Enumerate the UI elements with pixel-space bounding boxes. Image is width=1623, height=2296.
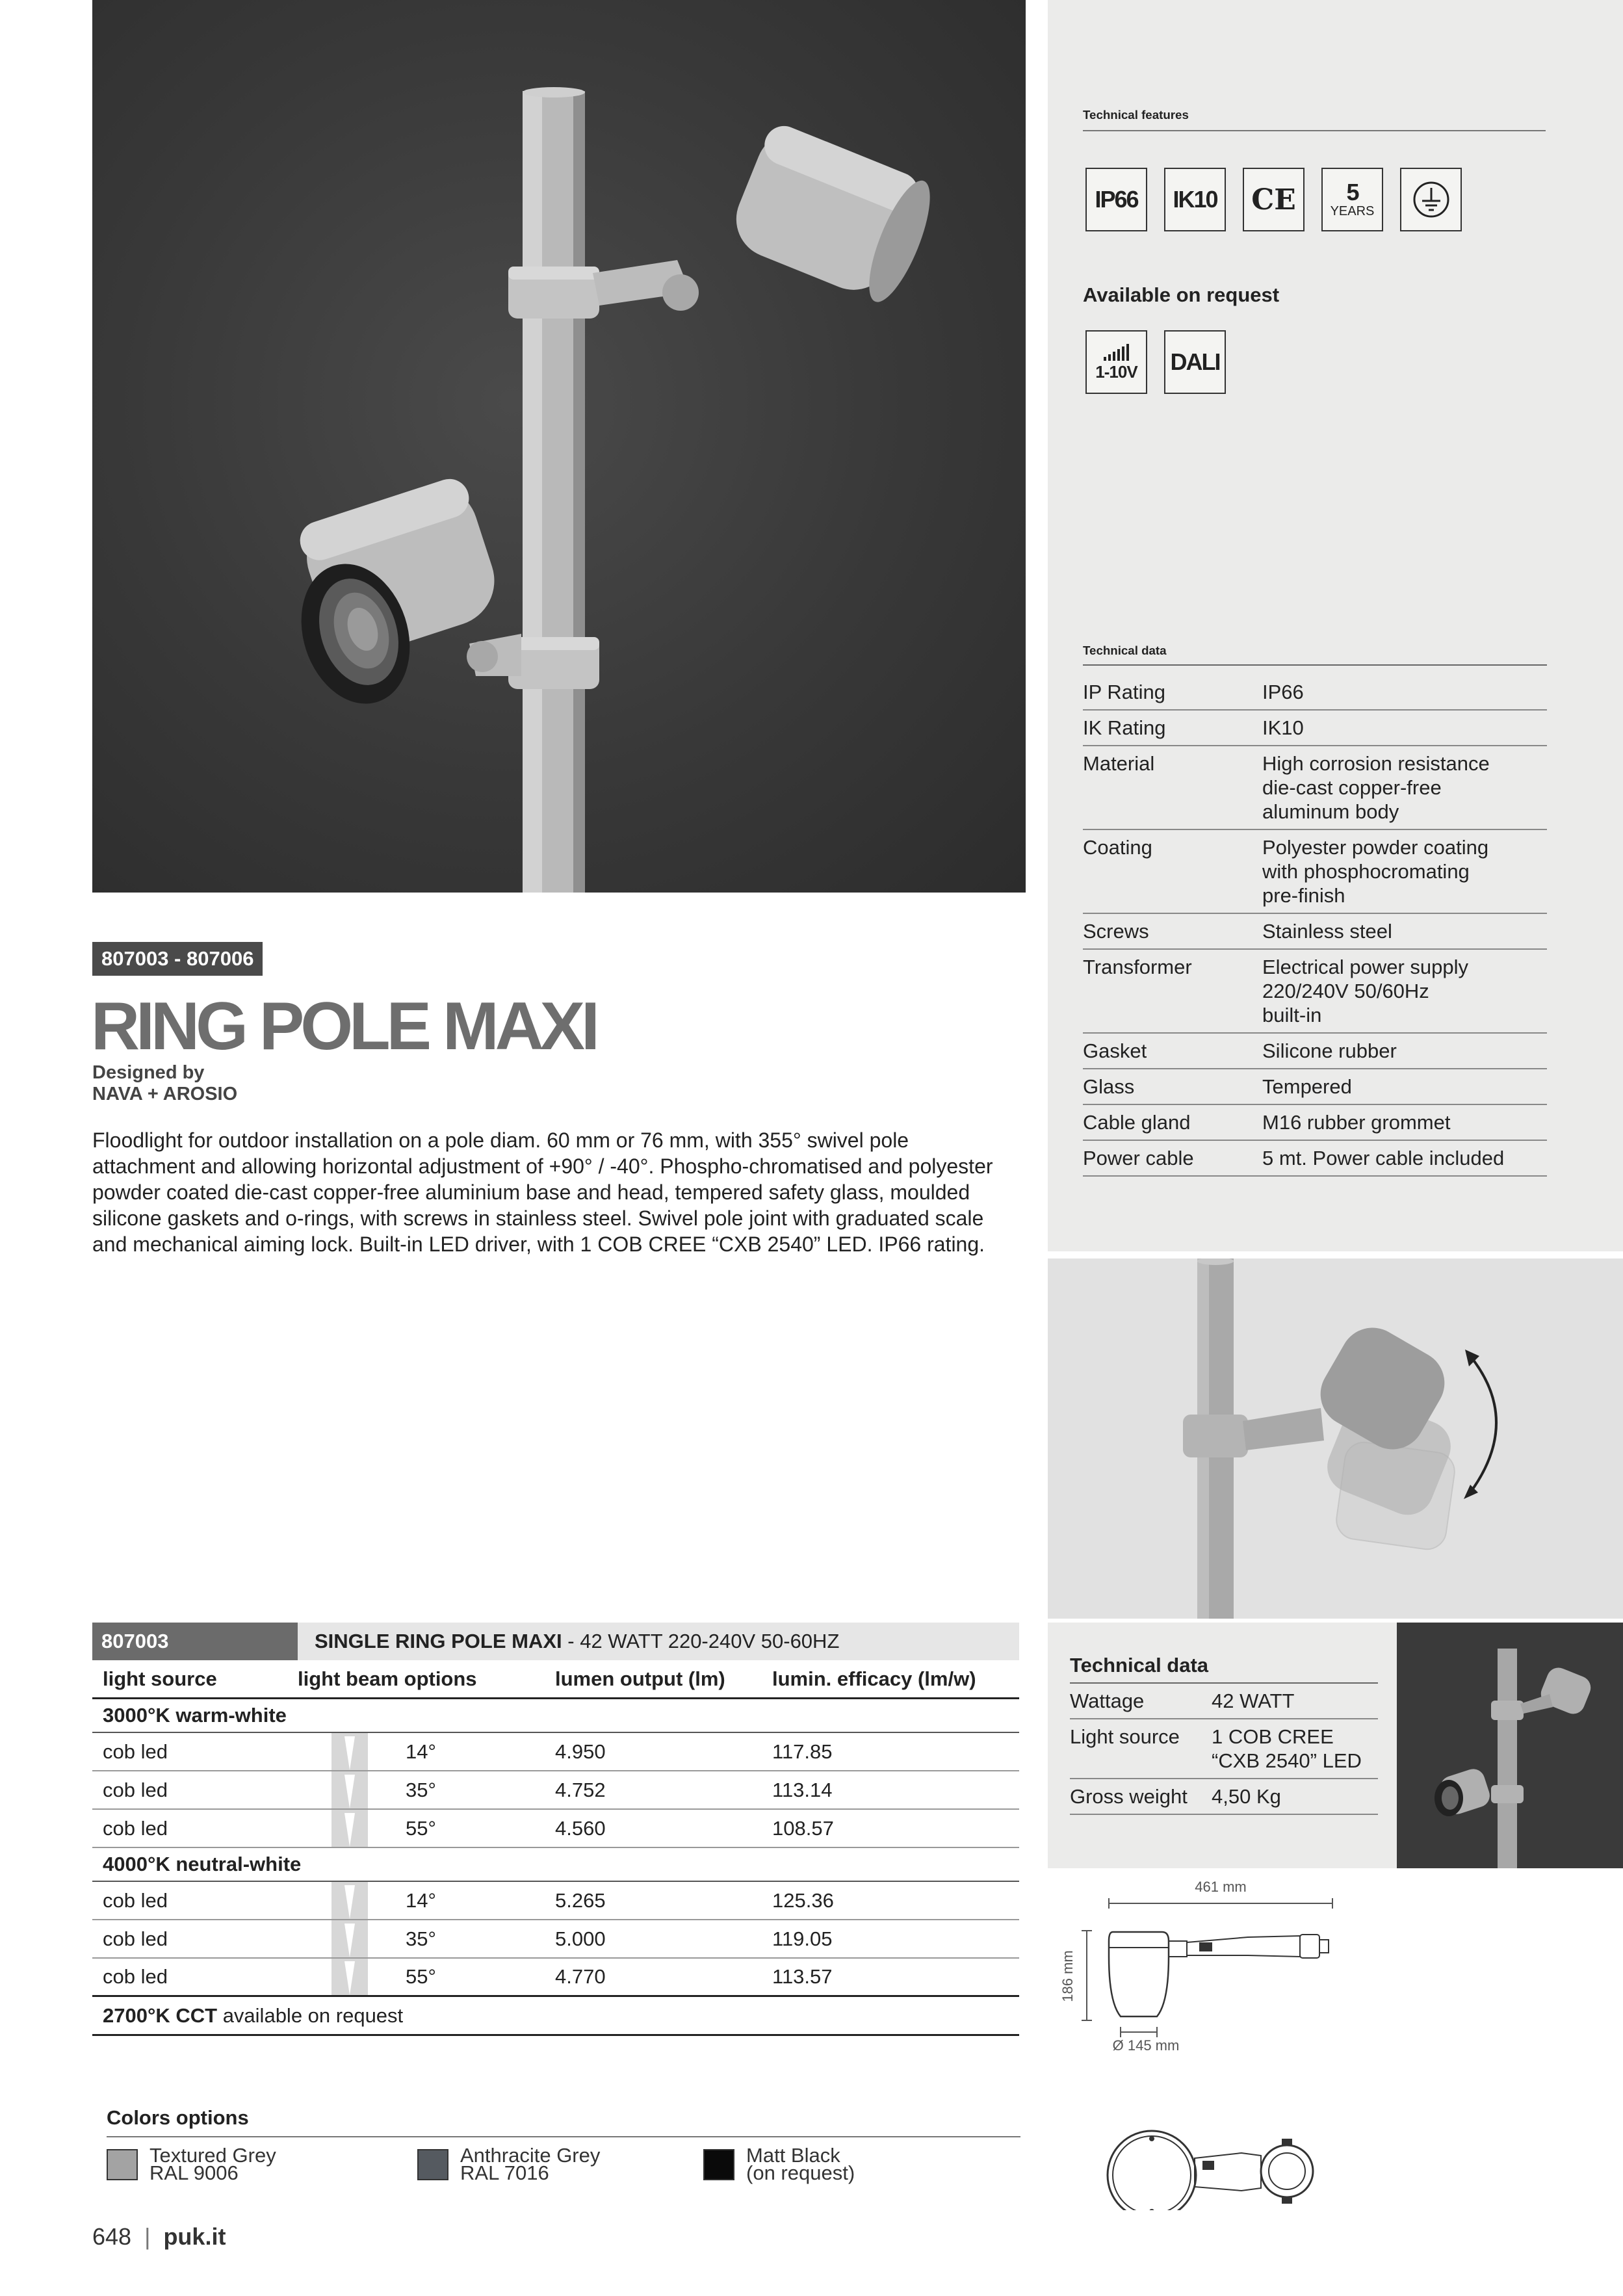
lumen-output-cell: 5.000 (555, 1927, 606, 1950)
available-on-request-title: Available on request (1083, 283, 1280, 306)
product-code-tag: 807003 - 807006 (92, 942, 263, 976)
variant-row (92, 1810, 1019, 1848)
beam-angle-icon (331, 1771, 368, 1808)
technical-data-value: Silicone rubber (1262, 1039, 1397, 1062)
technical-features-badges (1085, 168, 1462, 231)
technical-data-row (1083, 675, 1547, 711)
luminous-efficacy-cell: 108.57 (772, 1816, 834, 1840)
color-label: Anthracite Grey RAL 7016 (460, 2144, 601, 2184)
col-light-beam: light beam options (298, 1667, 477, 1690)
beam-cell (298, 1959, 555, 1995)
technical-data-value: Tempered (1262, 1075, 1352, 1098)
variant-row (92, 1771, 1019, 1810)
small-technical-data-value: 1 COB CREE “CXB 2540” LED (1212, 1725, 1362, 1772)
technical-data-key: Screws (1083, 920, 1149, 943)
light-source-cell: cob led (103, 1888, 168, 1912)
color-options-title: Colors options (107, 2106, 1020, 2137)
technical-data-row (1083, 1069, 1547, 1105)
ip66-icon: IP66 (1085, 168, 1147, 231)
beam-angle-value: 55° (406, 1816, 436, 1840)
technical-data-key: IK Rating (1083, 716, 1166, 739)
lumen-output-cell: 5.265 (555, 1888, 606, 1912)
technical-data-key: IP Rating (1083, 681, 1165, 703)
technical-data-key: Cable gland (1083, 1111, 1191, 1134)
light-source-cell: cob led (103, 1927, 168, 1950)
dimension-width-label: 461 mm (1195, 1879, 1247, 1895)
product-hero-image (92, 0, 1026, 893)
technical-features-title: Technical features (1083, 108, 1546, 131)
beam-cell (298, 1920, 555, 1957)
light-source-cell: cob led (103, 1965, 168, 1988)
variant-header (92, 1623, 1019, 1660)
small-technical-data-row (1070, 1779, 1378, 1815)
technical-data-key: Gasket (1083, 1039, 1147, 1062)
technical-data-key: Glass (1083, 1075, 1135, 1098)
variant-row (92, 1882, 1019, 1920)
beam-angle-value: 35° (406, 1927, 436, 1950)
beam-angle-value: 14° (406, 1888, 436, 1912)
color-option-matt-black (703, 2146, 855, 2182)
color-swatch (107, 2149, 138, 2180)
lumen-output-cell: 4.752 (555, 1778, 606, 1801)
dimension-diameter-label: Ø 145 mm (1112, 2037, 1180, 2054)
technical-data-key: Power cable (1083, 1147, 1194, 1169)
variant-code: 807003 (92, 1623, 298, 1660)
technical-data-value: M16 rubber grommet (1262, 1111, 1451, 1134)
color-swatch (703, 2149, 734, 2180)
col-luminous-efficacy: lumin. efficacy (lm/w) (772, 1667, 976, 1690)
technical-data-value: Electrical power supply 220/240V 50/60Hz built-in (1262, 956, 1469, 1026)
technical-data-value: IK10 (1262, 716, 1304, 739)
site-link[interactable]: puk.it (163, 2223, 226, 2250)
ik10-icon: IK10 (1164, 168, 1226, 231)
variant-row (92, 1959, 1019, 1997)
product-description: Floodlight for outdoor installation on a pole diam. 60 mm or 76 mm, with 355° swivel pole attachment and allowing horizontal adjustment of +90° / -40°. Phospho-chromatised and polyester powder coated die-cast copper-free aluminium base and head, tempered safety glass, moulded silicone gaskets and o-rings, with screws in stainless steel. Swivel pole joint with graduated scale and mechanical aiming lock. Built-in LED driver, with 1 COB CREE “CXB 2540” LED. IP66 rating. (92, 1128, 993, 1256)
technical-data-key: Material (1083, 752, 1155, 775)
color-swatch (417, 2149, 448, 2180)
technical-data-key: Coating (1083, 836, 1152, 859)
technical-data-row (1083, 950, 1547, 1034)
technical-data-row (1083, 1105, 1547, 1141)
small-technical-data-title: Technical data (1070, 1654, 1378, 1684)
beam-cell (298, 1771, 555, 1808)
product-thumbnail-image (1397, 1623, 1623, 1868)
designed-by-label: Designed by (92, 1062, 205, 1083)
variant-name: SINGLE RING POLE MAXI - 42 WATT 220-240V 50-60HZ (315, 1630, 840, 1652)
beam-cell (298, 1810, 555, 1847)
light-source-cell: cob led (103, 1740, 168, 1763)
technical-data-table (1083, 675, 1547, 1177)
technical-data-value: High corrosion resistance die-cast copper-free aluminum body (1262, 752, 1490, 823)
beam-angle-value: 55° (406, 1965, 436, 1988)
small-technical-data-key: Gross weight (1070, 1785, 1188, 1808)
luminous-efficacy-cell: 113.57 (772, 1965, 833, 1988)
technical-data-row (1083, 914, 1547, 950)
beam-cell (298, 1733, 555, 1770)
luminous-efficacy-cell: 125.36 (772, 1888, 834, 1912)
color-label: Matt Black (on request) (746, 2144, 855, 2184)
beam-angle-icon (331, 1920, 368, 1957)
small-technical-data-value: 4,50 Kg (1212, 1785, 1281, 1808)
variant-row (92, 1920, 1019, 1959)
swivel-adjustment-image (1048, 1259, 1623, 1619)
luminous-efficacy-cell: 119.05 (772, 1927, 833, 1950)
color-temperature-group: 3000°K warm-white (92, 1699, 1019, 1733)
small-technical-data-key: Light source (1070, 1725, 1180, 1748)
beam-angle-icon (331, 1882, 368, 1919)
technical-data-key: Transformer (1083, 956, 1192, 978)
beam-angle-icon (331, 1733, 368, 1770)
available-on-request-badges (1085, 330, 1226, 394)
small-technical-data-key: Wattage (1070, 1689, 1145, 1712)
technical-data-value: IP66 (1262, 681, 1304, 703)
technical-data-title: Technical data (1083, 644, 1547, 666)
dimension-drawing (1053, 1872, 1417, 2210)
technical-data-value: Stainless steel (1262, 920, 1392, 943)
page-number: 648 (92, 2223, 132, 2250)
earth-ground-icon (1400, 168, 1462, 231)
beam-angle-value: 14° (406, 1740, 436, 1763)
luminous-efficacy-cell: 113.14 (772, 1778, 833, 1801)
technical-data-row (1083, 1034, 1547, 1069)
technical-data-row (1083, 711, 1547, 746)
variant-table-body (92, 1699, 1019, 1997)
technical-data-value: Polyester powder coating with phosphocromating pre-finish (1262, 836, 1489, 907)
color-label: Textured Grey RAL 9006 (149, 2144, 276, 2184)
product-title: RING POLE MAXI (91, 989, 596, 1064)
beam-cell (298, 1882, 555, 1919)
designer-name: NAVA + AROSIO (92, 1084, 238, 1104)
light-source-cell: cob led (103, 1816, 168, 1840)
ce-mark-icon: CE (1243, 168, 1305, 231)
lumen-output-cell: 4.770 (555, 1965, 606, 1988)
small-technical-data-table (1070, 1684, 1378, 1815)
technical-data-value: 5 mt. Power cable included (1262, 1147, 1505, 1169)
beam-angle-icon (331, 1959, 368, 1995)
technical-data-row (1083, 830, 1547, 914)
warranty-5-years-icon: 5 YEARS (1321, 168, 1383, 231)
variant-table (92, 1623, 1019, 2036)
dimming-1-10v-icon: 1-10V (1085, 330, 1147, 394)
small-technical-data-row (1070, 1684, 1378, 1719)
footer-separator: | (144, 2223, 151, 2250)
light-source-cell: cob led (103, 1778, 168, 1801)
color-temperature-group: 4000°K neutral-white (92, 1848, 1019, 1882)
beam-angle-value: 35° (406, 1778, 436, 1801)
variant-row (92, 1733, 1019, 1771)
small-technical-data-row (1070, 1719, 1378, 1779)
variant-table-footer: 2700°K CCT available on request (92, 1997, 1019, 2036)
lumen-output-cell: 4.950 (555, 1740, 606, 1763)
lumen-output-cell: 4.560 (555, 1816, 606, 1840)
designer-credit (92, 1062, 237, 1105)
technical-data-row (1083, 746, 1547, 830)
small-technical-data-value: 42 WATT (1212, 1689, 1295, 1712)
dimension-height-label: 186 mm (1059, 1950, 1076, 2002)
luminous-efficacy-cell: 117.85 (772, 1740, 833, 1763)
col-light-source: light source (103, 1667, 217, 1690)
beam-angle-icon (331, 1810, 368, 1847)
page-footer (92, 2223, 226, 2250)
col-lumen-output: lumen output (lm) (555, 1667, 725, 1690)
technical-data-row (1083, 1141, 1547, 1177)
color-option-anthracite-grey (417, 2146, 600, 2182)
color-option-textured-grey (107, 2146, 276, 2182)
dali-icon: DALI (1164, 330, 1226, 394)
variant-column-headers (92, 1660, 1019, 1699)
